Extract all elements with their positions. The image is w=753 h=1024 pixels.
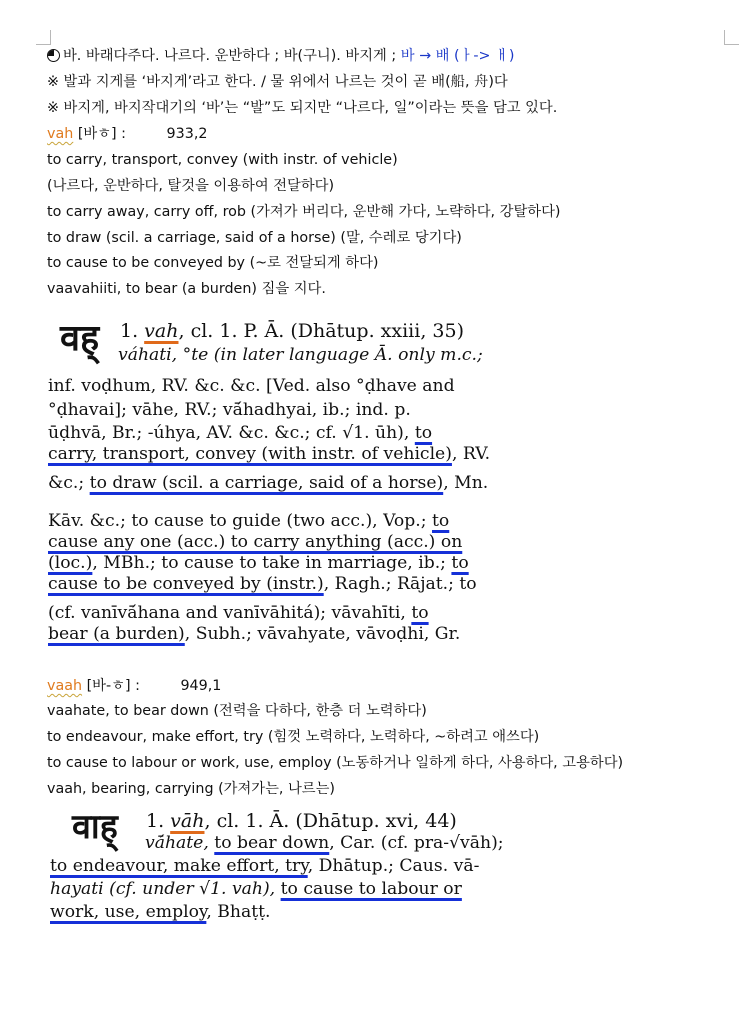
dict-line: &c.; to draw (scil. a carriage, said of a horse), Mn. — [48, 473, 489, 493]
entry-vaah-heading — [47, 677, 221, 695]
entry-vah-line: to carry away, carry off, rob (가져가 버리다, 운반해 가다, 노략하다, 강탈하다) — [47, 204, 561, 220]
dict-line: vā́hate, to bear down, Car. (cf. pra-√vāh); — [145, 833, 504, 853]
headword: vaah — [47, 678, 83, 694]
header-line-2: ※ 발과 지게를 ‘바지게’라고 한다. / 물 위에서 나르는 것이 곧 배(船, 舟)다 — [47, 74, 508, 90]
dict-line: °ḍhavai]; vāhe, RV.; vā́hadhyai, ib.; ind. p. — [48, 400, 411, 420]
page-reference: 949,1 — [180, 678, 222, 694]
dict-line: cause any one (acc.) to carry anything (acc.) on — [48, 532, 463, 552]
dict-line: inf. voḍhum, RV. &c. &c. [Ved. also °ḍhave and — [48, 376, 455, 396]
dict-line: to endeavour, make effort, try, Dhātup.; Caus. vā- — [50, 856, 480, 876]
entry-vah-heading — [47, 125, 207, 143]
page-reference: 933,2 — [166, 126, 208, 142]
dict-line: váhati, °te (in later language Ā. only m.c.; — [118, 345, 483, 365]
dict-line: cause to be conveyed by (instr.), Ragh.; Rājat.; to — [48, 574, 477, 594]
dict-line: carry, transport, convey (with instr. of vehicle), RV. — [48, 444, 491, 464]
dictionary-scan-vaah — [50, 806, 510, 931]
dict-line: ūḍhvā, Br.; -úhya, AV. &c. &c.; cf. √1. ūh), to — [48, 423, 433, 443]
entry-vah-line: vaavahiiti, to bear (a burden) 짐을 지다. — [47, 281, 326, 297]
pronunciation: [바-ㅎ] : — [86, 678, 140, 694]
dict-line: 1. vāh, cl. 1. Ā. (Dhātup. xvi, 44) — [146, 810, 457, 832]
entry-vah-line: to draw (scil. a carriage, said of a horse) (말, 수레로 당기다) — [47, 230, 462, 246]
page-corner-mark — [724, 30, 739, 45]
entry-vah-line: to carry, transport, convey (with instr. of vehicle) — [47, 152, 398, 168]
dict-line: hayati (cf. under √1. vah), to cause to labour or — [50, 879, 462, 899]
dict-line: Kāv. &c.; to cause to guide (two acc.), Vop.; to — [48, 511, 450, 531]
entry-vaah-line: vaah, bearing, carrying (가져가는, 나르는) — [47, 781, 336, 797]
dict-line: (cf. vanīvā́hana and vanīvāhitá); vāvahīti, to — [48, 603, 429, 623]
entry-vaah-line: to cause to labour or work, use, employ (노동하거나 일하게 하다, 사용하다, 고용하다) — [47, 755, 624, 771]
entry-vah-line: to cause to be conveyed by (~로 전달되게 하다) — [47, 255, 379, 271]
half-filled-circle-icon — [47, 49, 60, 62]
entry-vah-line: (나르다, 운반하다, 탈것을 이용하여 전달하다) — [47, 178, 335, 194]
header-line-1: 바. 바래다주다. 나르다. 운반하다 ; 바(구니). 바지게 ; 바 → 배 (ㅏ-> ㅐ) — [47, 47, 514, 65]
entry-vaah-line: vaahate, to bear down (전력을 다하다, 한층 더 노력하다) — [47, 703, 427, 719]
header-line-3: ※ 바지게, 바지작대기의 ‘바’는 “발”도 되지만 “나르다, 일”이라는 뜻을 담고 있다. — [47, 100, 558, 116]
vowel-change-note: 바 → 배 (ㅏ-> ㅐ) — [400, 48, 515, 64]
devanagari-headword: वाह् — [72, 807, 118, 847]
page-corner-mark — [36, 30, 51, 45]
dict-line: bear (a burden), Subh.; vāvahyate, vāvoḍhi, Gr. — [48, 624, 461, 644]
dict-line: 1. vah, cl. 1. P. Ā. (Dhātup. xxiii, 35) — [120, 320, 464, 342]
headword: vah — [47, 126, 74, 142]
dictionary-scan-vah — [48, 316, 491, 651]
pronunciation: [바ㅎ] : — [77, 126, 126, 142]
dict-line: work, use, employ, Bhaṭṭ. — [50, 902, 271, 922]
devanagari-headword: वह् — [60, 318, 100, 359]
entry-vaah-line: to endeavour, make effort, try (힘껏 노력하다, 노력하다, ~하려고 애쓰다) — [47, 729, 540, 745]
dict-line: (loc.), MBh.; to cause to take in marriage, ib.; to — [48, 553, 469, 573]
